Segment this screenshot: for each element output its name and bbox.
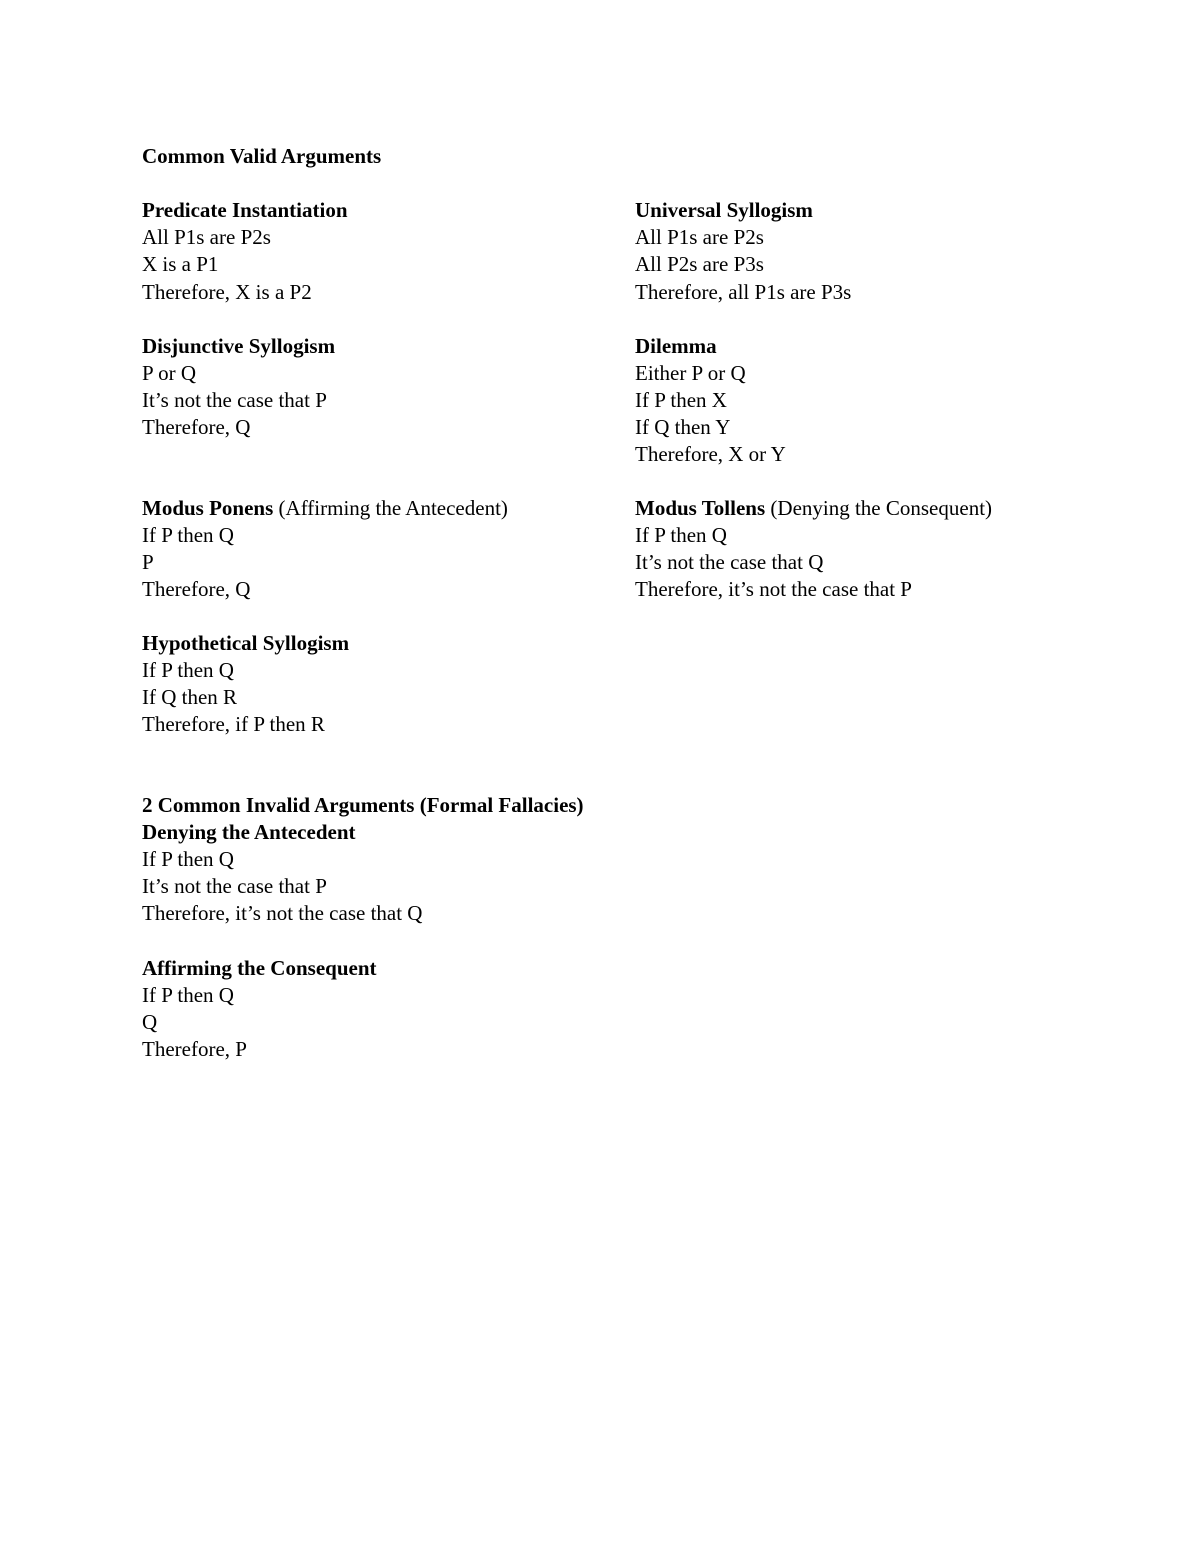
premise-line: If P then Q [142,983,234,1007]
conclusion-line: Therefore, Q [142,577,251,601]
premise-line: If P then X [635,388,727,412]
premise-line: If P then Q [142,523,234,547]
heading-universal-syllogism: Universal Syllogism [635,198,813,222]
heading-modus-tollens-title: Modus Tollens [635,496,766,520]
conclusion-line: Therefore, X or Y [635,442,786,466]
premise-line: If P then Q [142,847,234,871]
premise-line: If Q then R [142,685,238,709]
premise-line: All P1s are P2s [635,225,764,249]
heading-modus-ponens-subtitle: (Affirming the Antecedent) [273,496,508,520]
heading-disjunctive-syllogism: Disjunctive Syllogism [142,334,336,358]
conclusion-line: Therefore, X is a P2 [142,280,312,304]
premise-line: X is a P1 [142,252,219,276]
premise-line: If P then Q [635,523,727,547]
conclusion-line: Therefore, all P1s are P3s [635,280,852,304]
heading-affirming-consequent: Affirming the Consequent [142,956,377,980]
heading-modus-ponens-title: Modus Ponens [142,496,274,520]
heading-denying-antecedent: Denying the Antecedent [142,820,356,844]
heading-modus-ponens [142,495,508,522]
section-title-valid: Common Valid Arguments [142,144,382,168]
section-title-invalid: 2 Common Invalid Arguments (Formal Fallacies) [142,793,584,817]
conclusion-line: Therefore, if P then R [142,712,325,736]
conclusion-line: Therefore, P [142,1037,247,1061]
premise-line: It’s not the case that P [142,874,327,898]
premise-line: All P2s are P3s [635,252,764,276]
heading-modus-tollens-subtitle: (Denying the Consequent) [765,496,993,520]
premise-line: If Q then Y [635,415,731,439]
conclusion-line: Therefore, it’s not the case that P [635,577,912,601]
conclusion-line: Therefore, Q [142,415,251,439]
premise-line: P or Q [142,361,197,385]
premise-line: P [142,550,154,574]
heading-predicate-instantiation: Predicate Instantiation [142,198,348,222]
conclusion-line: Therefore, it’s not the case that Q [142,901,423,925]
premise-line: If P then Q [142,658,234,682]
heading-hypothetical-syllogism: Hypothetical Syllogism [142,631,350,655]
heading-dilemma: Dilemma [635,334,717,358]
premise-line: Q [142,1010,158,1034]
premise-line: It’s not the case that Q [635,550,824,574]
premise-line: All P1s are P2s [142,225,271,249]
premise-line: It’s not the case that P [142,388,327,412]
heading-modus-tollens [635,495,992,522]
premise-line: Either P or Q [635,361,746,385]
